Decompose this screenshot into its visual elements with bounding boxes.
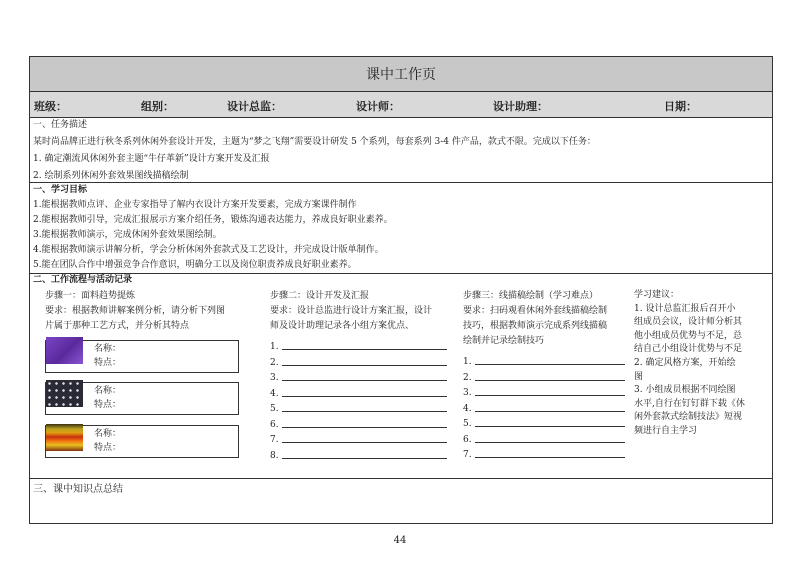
step3-answer-line[interactable] (475, 411, 625, 412)
fabric-name-label: 名称： (94, 386, 122, 396)
step2-blank-row (270, 387, 279, 402)
workflow-section (30, 273, 772, 478)
step3-blank-row (463, 448, 472, 463)
step3-answer-line[interactable] (475, 395, 625, 396)
step1-requirement: 片属于那种工艺方式，并分析其特点 (45, 321, 190, 331)
striped-fabric-swatch (46, 424, 83, 451)
task-description: 某时尚品牌正进行秋冬系列休闲外套设计开发，主题为“梦之飞翔”需要设计研发 5 个系列，每套系列 3-4 件产品，款式不限。完成以下任务： (33, 137, 596, 147)
advice-line: 闲外套款式绘制技法》短视 (634, 412, 743, 423)
step3-answer-line[interactable] (475, 457, 625, 458)
step2-blank-row (270, 371, 279, 386)
advice-line: 2. 确定风格方案，开始绘 (634, 357, 736, 368)
group-label: 组别： (141, 100, 174, 113)
goal-item: 5.能在团队合作中增强竞争合作意识，明确分工以及岗位职责养成良好职业素养。 (33, 260, 357, 270)
step3-answer-line[interactable] (475, 380, 625, 381)
step2-answer-line[interactable] (282, 411, 447, 412)
step3-title: 步骤三：线描稿绘制（学习难点） (463, 291, 599, 301)
step2-blank-row (270, 418, 279, 433)
advice-line: 水平,自行在钉钉群下载《休 (634, 398, 745, 409)
step3-answer-line[interactable] (475, 364, 625, 365)
fabric-sample-purple (45, 340, 239, 373)
goal-item: 4.能根据教师演示讲解分析，学会分析休闲外套款式及工艺设计，并完成设计版单制作。 (33, 245, 384, 255)
step2-row-number: 6. (270, 419, 279, 430)
worksheet (29, 56, 773, 524)
info-row (30, 92, 772, 118)
designer-label: 设计师： (356, 100, 400, 113)
step3-answer-line[interactable] (475, 442, 625, 443)
step2-row-number: 5. (270, 404, 279, 414)
advice-line: 3. 小组成员根据不同绘图 (634, 385, 736, 396)
step2-answer-line[interactable] (282, 396, 447, 397)
step3-row-number: 1. (463, 357, 472, 367)
goal-item: 3.能根据教师演示，完成休闲外套效果图绘制。 (33, 230, 222, 240)
step2-answer-line[interactable] (282, 365, 447, 366)
step3-blank-row (463, 386, 472, 401)
divider (30, 478, 772, 479)
step3-requirement: 绘制并记录绘制技巧 (463, 336, 545, 346)
step2-column (270, 289, 460, 334)
dark-fabric-swatch (46, 380, 83, 407)
step1-column (45, 289, 275, 334)
step2-title: 步骤二：设计开发及汇报 (270, 291, 370, 301)
step3-row-number: 7. (463, 450, 472, 460)
step2-row-number: 3. (270, 373, 279, 383)
goal-item: 1.能根据教师点评、企业专家指导了解内衣设计方案开发要素，完成方案课件制作 (33, 200, 357, 210)
step3-row-number: 2. (463, 372, 472, 383)
fabric-sample-dark (45, 382, 239, 415)
advice-line: 频进行自主学习 (634, 425, 698, 436)
step3-blank-row (463, 417, 472, 432)
fabric-sample-striped (45, 425, 239, 458)
advice-line: 图 (634, 371, 644, 382)
goals-section (30, 183, 772, 273)
step3-blank-row (463, 371, 472, 386)
advice-title: 学习建议： (634, 290, 680, 300)
step3-row-number: 6. (463, 434, 472, 445)
fabric-name-label: 名称： (94, 344, 122, 354)
step2-row-number: 7. (270, 435, 279, 445)
advice-column (634, 289, 764, 439)
step3-row-number: 5. (463, 419, 472, 429)
task-item: 1. 确定潮流风休闲外套主题“牛仔革新”设计方案开发及汇报 (33, 154, 270, 164)
step3-column (463, 289, 633, 349)
fabric-feature-label: 特点： (94, 443, 122, 453)
step3-row-number: 4. (463, 403, 472, 414)
step3-requirement: 技巧，根据教师演示完成系列线描稿 (463, 321, 608, 331)
goal-item: 2.能根据教师引导，完成汇报展示方案介绍任务，锻炼沟通表达能力，养成良好职业素养。 (33, 215, 393, 225)
summary-section (30, 482, 772, 497)
step2-answer-line[interactable] (282, 380, 447, 381)
purple-fabric-swatch (46, 337, 83, 364)
step3-answer-line[interactable] (475, 426, 625, 427)
step2-requirement: 要求：设计总监进行设计方案汇报，设计 (270, 306, 433, 316)
step3-blank-row (463, 355, 472, 370)
summary-heading: 三、课中知识点总结 (33, 484, 123, 495)
task-section (30, 118, 772, 184)
date-label: 日期： (664, 100, 697, 113)
fabric-feature-label: 特点： (94, 400, 122, 410)
design-assistant-label: 设计助理： (493, 100, 548, 113)
step2-answer-line[interactable] (282, 458, 447, 459)
fabric-name-label: 名称： (94, 429, 122, 439)
step2-row-number: 1. (270, 342, 279, 352)
advice-line: 组成员会议，设计师分析其 (634, 317, 743, 328)
step2-answer-line[interactable] (282, 349, 447, 350)
step3-blank-row (463, 433, 472, 448)
worksheet-title-bar (30, 57, 772, 92)
advice-line: 他小组成员优势与不足，总 (634, 330, 743, 341)
step1-title: 步骤一：面料趋势提炼 (45, 291, 136, 301)
step2-blank-row (270, 433, 279, 448)
task-heading: 一、任务描述 (33, 120, 88, 130)
step2-row-number: 8. (270, 450, 279, 461)
step3-requirement: 要求：扫码观看休闲外套线描稿绘制 (463, 306, 608, 316)
step2-answer-line[interactable] (282, 427, 447, 428)
step2-blank-row (270, 356, 279, 371)
fabric-feature-label: 特点： (94, 358, 122, 368)
worksheet-title: 课中工作页 (366, 67, 436, 83)
step3-row-number: 3. (463, 388, 472, 398)
task-item: 2. 绘制系列休闲外套效果图线描稿绘制 (33, 171, 189, 181)
page-number: 44 (393, 535, 407, 546)
step2-requirement: 师及设计助理记录各小组方案优点、 (270, 321, 415, 331)
class-label: 班级： (34, 100, 67, 113)
step2-blank-row (270, 340, 279, 355)
advice-line: 1. 设计总监汇报后召开小 (634, 303, 736, 314)
goals-heading: 一、学习目标 (33, 185, 88, 195)
design-director-label: 设计总监： (227, 100, 282, 113)
advice-line: 结自己小组设计优势与不足 (634, 344, 743, 355)
step1-requirement: 要求：根据教师讲解案例分析，请分析下列图 (45, 306, 226, 316)
step2-row-number: 2. (270, 357, 279, 368)
step2-row-number: 4. (270, 388, 279, 399)
step2-blank-row (270, 402, 279, 417)
step2-answer-line[interactable] (282, 442, 447, 443)
workflow-heading: 二、工作流程与活动记录 (33, 275, 133, 285)
step3-blank-row (463, 402, 472, 417)
step2-blank-row (270, 449, 279, 464)
